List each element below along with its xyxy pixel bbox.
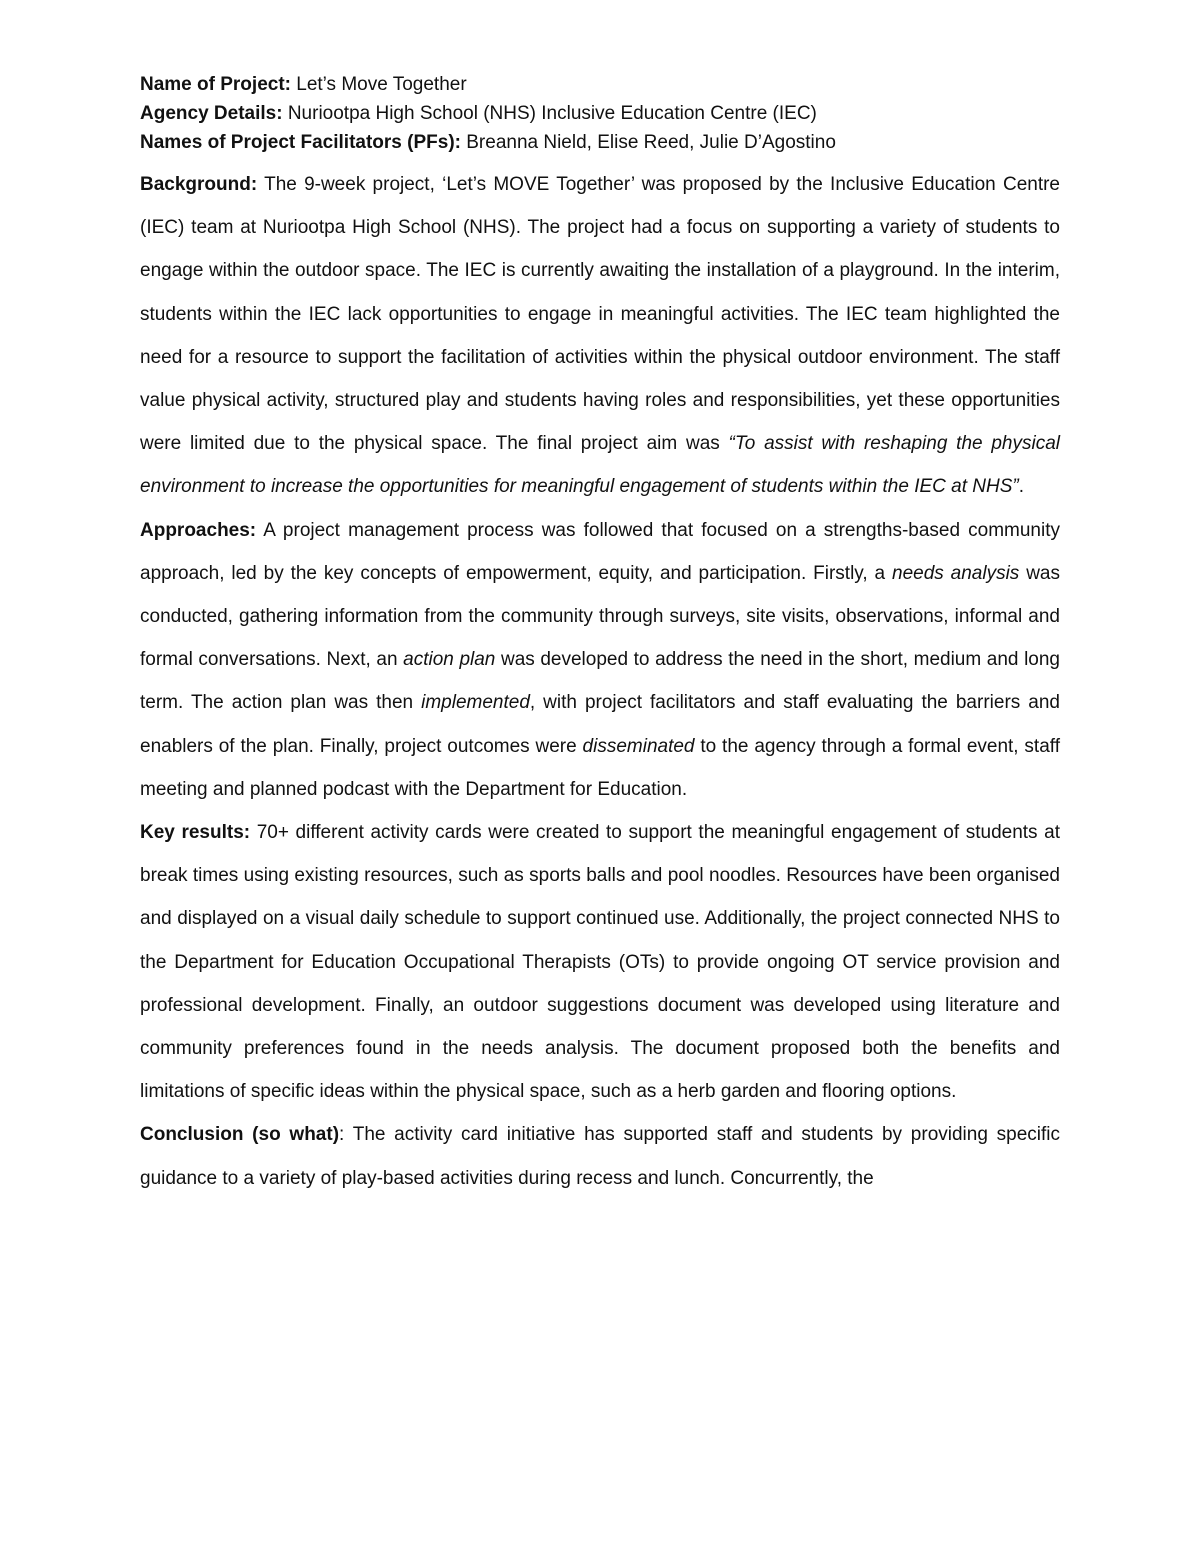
approaches-text-3: was developed to address the need in the short, medium and long term. The action plan was then <box>140 649 1060 714</box>
action-plan-term: action plan <box>403 649 496 671</box>
agency-details-line <box>140 99 1060 128</box>
project-name-line <box>140 70 1060 99</box>
approaches-label: Approaches: <box>140 519 257 541</box>
conclusion-colon: : <box>339 1124 345 1146</box>
project-name-value: Let’s Move Together <box>290 74 467 95</box>
conclusion-paragraph <box>140 1113 1060 1199</box>
background-label: Background: <box>140 174 258 195</box>
key-results-paragraph <box>140 811 1060 1113</box>
key-results-label: Key results: <box>140 822 251 844</box>
agency-details-label: Agency Details: <box>140 103 283 124</box>
approaches-text-5: to the agency through a formal event, staff meeting and planned podcast with the Department for Education. <box>140 735 1060 800</box>
approaches-text-4: , with project facilitators and staff evaluating the barriers and enablers of the plan. Finally, project outcomes were <box>140 692 1060 757</box>
background-text: The 9-week project, ‘Let’s MOVE Together’ was proposed by the Inclusive Education Centre (IEC) team at Nuriootpa High School (NHS). The project had a focus on supporting a variety of students to engage within the outdoor space. The IEC is currently awaiting the installation of a playground. In the interim, students within the IEC lack opportunities to engage in meaningful activities. The IEC team highlighted the need for a resource to support the facilitation of activities within the physical outdoor environment. The staff value physical activity, structured play and students having roles and responsibilities, yet these opportunities were limited due to the physical space. The final project aim was <box>140 174 1060 455</box>
approaches-text-1: A project management process was followed that focused on a strengths-based community approach, led by the key concepts of empowerment, equity, and participation. Firstly, a <box>140 519 1060 584</box>
needs-analysis-term: needs analysis <box>892 562 1020 584</box>
background-paragraph <box>140 163 1060 509</box>
facilitators-line <box>140 128 1060 157</box>
document-page <box>140 70 1060 1200</box>
background-end: . <box>1018 476 1024 498</box>
facilitators-label: Names of Project Facilitators (PFs): <box>140 132 461 153</box>
implemented-term: implemented <box>421 692 530 714</box>
conclusion-text: The activity card initiative has supported staff and students by providing specific guidance to a variety of play-based activities during recess and lunch. Concurrently, the <box>140 1124 1060 1189</box>
key-results-text: 70+ different activity cards were created to support the meaningful engagement of students at break times using existing resources, such as sports balls and pool noodles. Resources have been organised and displayed on a visual daily schedule to support continued use. Additionally, the project connected NHS to the Department for Education Occupational Therapists (OTs) to provide ongoing OT service provision and professional development. Finally, an outdoor suggestions document was developed using literature and community preferences found in the needs analysis. The document proposed both the benefits and limitations of specific ideas within the physical space, such as a herb garden and flooring options. <box>140 822 1060 1103</box>
disseminated-term: disseminated <box>582 735 695 757</box>
project-aim-quote: “To assist with reshaping the physical environment to increase the opportunities for meaningful engagement of students within the IEC at NHS” <box>140 433 1060 498</box>
facilitators-value: Breanna Nield, Elise Reed, Julie D’Agostino <box>460 132 836 153</box>
agency-details-value: Nuriootpa High School (NHS) Inclusive Education Centre (IEC) <box>282 103 817 124</box>
approaches-paragraph <box>140 509 1060 811</box>
conclusion-label: Conclusion (so what) <box>140 1124 340 1146</box>
project-name-label: Name of Project: <box>140 74 291 95</box>
approaches-text-2: was conducted, gathering information from the community through surveys, site visits, observations, informal and formal conversations. Next, an <box>140 562 1060 671</box>
